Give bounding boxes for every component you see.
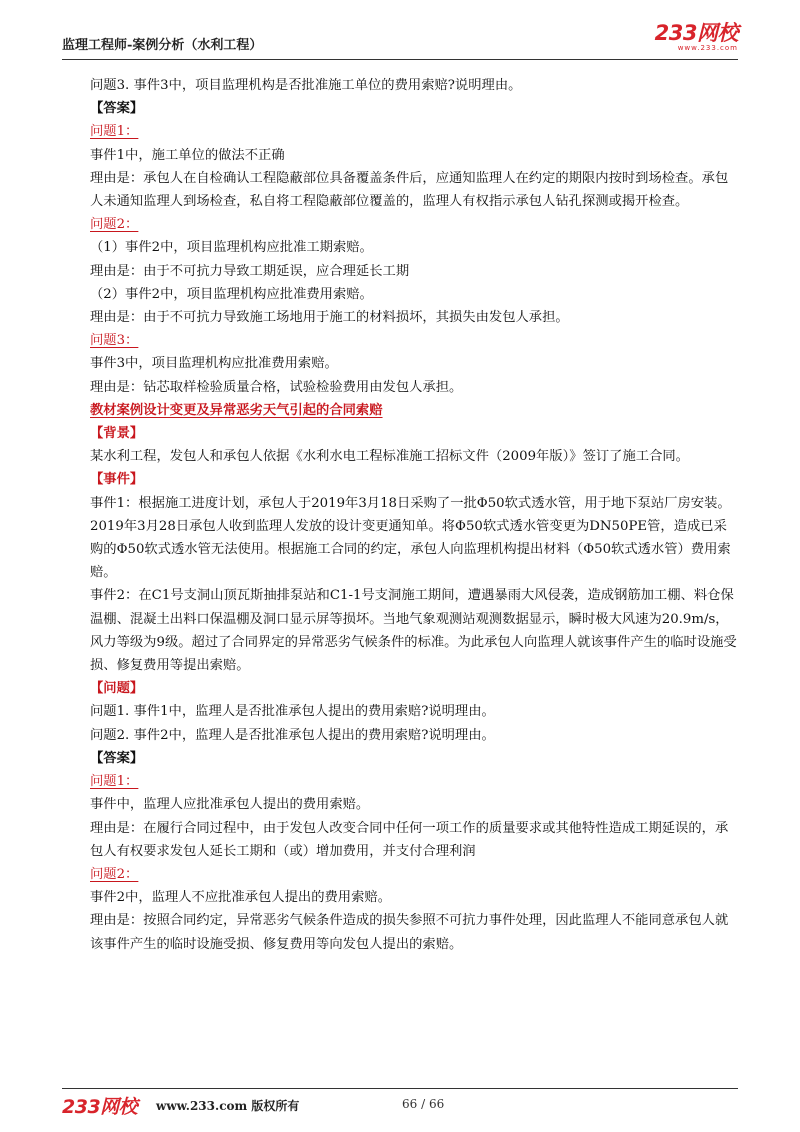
background-heading: 【背景】 [90, 426, 144, 442]
question-1-text: 问题1. 事件1中，监理人是否批准承包人提出的费用索赔?说明理由。 [90, 704, 495, 720]
logo-text: 233网校 [654, 21, 738, 45]
header-divider [62, 59, 738, 60]
answer-2-q1-label: 问题1： [90, 774, 139, 790]
answer-q2-item1: （1）事件2中，项目监理机构应批准工期索赔。 [90, 240, 373, 256]
answer-2-q1-text: 事件中，监理人应批准承包人提出的费用索赔。 [90, 797, 370, 813]
case-title: 教材案例设计变更及异常恶劣天气引起的合同索赔 [90, 402, 383, 418]
answer-q2-label: 问题2： [90, 217, 139, 233]
page-header [62, 22, 738, 58]
footer-divider [62, 1088, 738, 1089]
answer-2-q2-label: 问题2： [90, 866, 139, 882]
question-3-prompt: 问题3. 事件3中，项目监理机构是否批准施工单位的费用索赔?说明理由。 [90, 78, 522, 93]
answer-2-q1-reason: 理由是：在履行合同过程中，由于发包人改变合同中任何一项工作的质量要求或其他特性造成工期延误的，承包人有权要求发包人延长工期和（或）增加费用，并支付合理利润 [90, 820, 729, 859]
brand-logo [655, 22, 738, 52]
page-footer [62, 1092, 738, 1116]
answer-2-q2-text: 事件2中，监理人不应批准承包人提出的费用索赔。 [90, 890, 391, 906]
footer-copyright: www.233.com 版权所有 [156, 1099, 300, 1113]
answer-heading: 【答案】 [90, 101, 144, 117]
background-text: 某水利工程，发包人和承包人依据《水利水电工程标准施工招标文件（2009年版）》签订了施工合同。 [90, 449, 689, 465]
answer-q2-reason1: 理由是：由于不可抗力导致工期延误，应合理延长工期 [90, 263, 410, 279]
answer-q1-reason: 理由是：承包人在自检确认工程隐蔽部位具备覆盖条件后，应通知监理人在约定的期限内按时到场检查。承包人未通知监理人到场检查，私自将工程隐蔽部位覆盖的，监理人有权指示承包人钻孔探测或揭开检查。 [90, 170, 729, 210]
event-1-text: 事件1：根据施工进度计划，承包人于2019年3月18日采购了一批Φ50软式透水管，用于地下泵站厂房安装。2019年3月28日承包人收到监理人发放的设计变更通知单。将Φ50软式透水管变更为DN50PE管，造成已采购的Φ50软式透水管无法使用。根据施工合同的约定，承包人向监理机构提出材料（Φ50软式透水管）费用索赔。 [90, 495, 731, 581]
logo-url: www.233.com [677, 44, 738, 52]
event-heading: 【事件】 [90, 472, 144, 488]
answer-q3-text: 事件3中，项目监理机构应批准费用索赔。 [90, 356, 338, 372]
answer-heading-2: 【答案】 [90, 750, 144, 766]
question-2-text: 问题2. 事件2中，监理人是否批准承包人提出的费用索赔?说明理由。 [90, 727, 495, 743]
answer-q1-label: 问题1： [90, 124, 139, 140]
footer-logo: 233网校 [62, 1096, 138, 1118]
answer-2-q2-reason: 理由是：按照合同约定，异常恶劣气候条件造成的损失参照不可抗力事件处理，因此监理人不能同意承包人就该事件产生的临时设施受损、修复费用等向发包人提出的索赔。 [90, 913, 729, 952]
answer-q2-reason2: 理由是：由于不可抗力导致施工场地用于施工的材料损坏，其损失由发包人承担。 [90, 310, 569, 326]
question-heading: 【问题】 [90, 681, 144, 697]
answer-q3-label: 问题3： [90, 333, 139, 349]
document-body [90, 74, 738, 956]
event-2-text: 事件2：在C1号支洞山顶瓦斯抽排泵站和C1-1号支洞施工期间，遭遇暴雨大风侵袭，造成钢筋加工棚、料仓保温棚、混凝土出料口保温棚及洞口显示屏等损坏。当地气象观测站观测数据显示，瞬时极大风速为20.9m/s，风力等级为9级。超过了合同界定的异常恶劣气候条件的标准。为此承包人向监理人就该事件产生的临时设施受损、修复费用等提出索赔。 [90, 588, 737, 674]
answer-q2-item2: （2）事件2中，项目监理机构应批准费用索赔。 [90, 286, 373, 302]
answer-q3-reason: 理由是：钻芯取样检验质量合格，试验检验费用由发包人承担。 [90, 379, 463, 395]
answer-q1-text: 事件1中，施工单位的做法不正确 [90, 147, 285, 163]
document-title: 监理工程师-案例分析（水利工程） [62, 38, 263, 53]
page-number: 66 / 66 [402, 1097, 445, 1111]
